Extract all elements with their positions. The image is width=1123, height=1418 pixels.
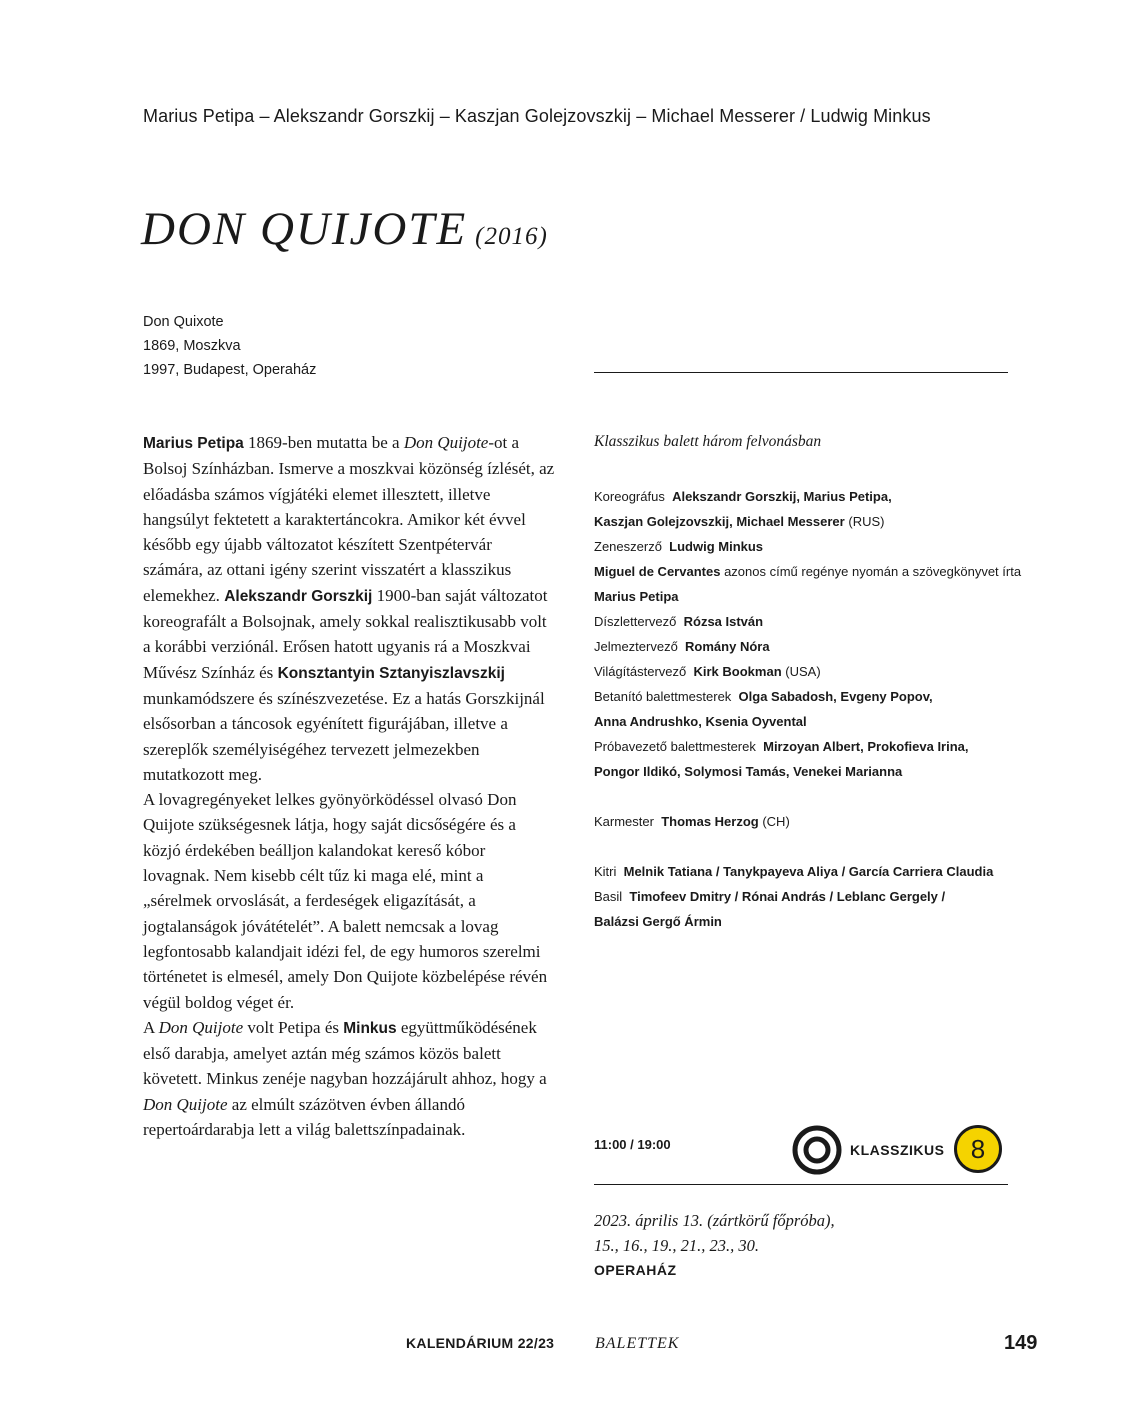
divider <box>594 1184 1008 1185</box>
credit-conductor: Karmester Thomas Herzog (CH) <box>594 814 790 829</box>
series-label: KLASSZIKUS <box>850 1142 945 1158</box>
header-credits: Marius Petipa – Alekszandr Gorszkij – Kaszjan Golejzovszkij – Michael Messerer / Ludwig Minkus <box>143 106 931 126</box>
show-times: 11:00 / 19:00 <box>594 1137 671 1152</box>
credit-libretto: Miguel de Cervantes azonos című regénye nyomán a szövegkönyvet írta <box>594 564 1022 579</box>
genre: Klasszikus balett három felvonásban <box>594 433 822 450</box>
world-premiere: 1869, Moszkva <box>143 338 241 354</box>
credit-set-designer: Díszlettervező Rózsa István <box>594 614 764 629</box>
credit-composer: Zeneszerző Ludwig Minkus <box>594 539 764 554</box>
credit-rehearsal-masters-cont: Pongor Ildikó, Solymosi Tamás, Venekei Marianna <box>594 764 903 779</box>
credits-list <box>594 484 1024 934</box>
credit-choreographer: Koreográfus Alekszandr Gorszkij, Marius Petipa, <box>594 489 892 504</box>
cast-kitri: Kitri Melnik Tatiana / Tanykpayeva Aliya / García Carriera Claudia <box>594 864 994 879</box>
footer-section: BALETTEK <box>595 1335 680 1352</box>
page-number: 149 <box>1004 1332 1038 1354</box>
credit-lighting-designer: Világítástervező Kirk Bookman (USA) <box>594 664 821 679</box>
divider <box>594 372 1008 373</box>
title-block <box>141 202 548 256</box>
credit-choreographer-cont: Kaszjan Golejzovszkij, Michael Messerer (RUS) <box>594 514 885 529</box>
premiere-info <box>143 310 316 382</box>
credit-ballet-masters-cont: Anna Andrushko, Ksenia Oyvental <box>594 714 807 729</box>
page-title: DON QUIJOTE <box>141 203 468 255</box>
original-title: Don Quixote <box>143 314 224 330</box>
credit-rehearsal-masters: Próbavezető balettmesterek Mirzoyan Albert, Prokofieva Irina, <box>594 739 969 754</box>
credit-libretto-writer: Marius Petipa <box>594 589 679 604</box>
title-year: (2016) <box>475 223 548 250</box>
cast-basil: Basil Timofeev Dmitry / Rónai András / Leblanc Gergely / <box>594 889 946 904</box>
venue: OPERAHÁZ <box>594 1262 677 1278</box>
paragraph: A Don Quijote volt Petipa és Minkus együttműködésének első darabja, amelyet aztán még számos közös balett követett. Minkus zenéje nagyban hozzájárult ahhoz, hogy a Don Quijote az elmúlt százötven évben állandó repertoárdarabja lett a világ balettszínpadainak. <box>143 1017 547 1140</box>
description-text <box>143 430 555 1142</box>
paragraph: Marius Petipa 1869-ben mutatta be a Don Quijote-ot a Bolsoj Színházban. Ismerve a moszkvai közönség ízlését, az előadásba számos vígjátéki elemet illesztett, illetve hangsúlyt fektetett a karaktertáncokra. Amikor két évvel később egy újabb változatot készített Szentpétervár számára, az ottani igény szerint visszatért a klasszikus elemekhez. Alekszandr Gorszkij 1900-ban saját változatot koreografált a Bolsojnak, amely sokkal realisztikusabb volt a korábbi verziónál. Erősen hatott ugyanis rá a Moszkvai Művész Színház és Konsztantyin Sztanyiszlavszkij munkamódszere és színészvezetése. Ez a hatás Gorszkijnál elsősorban a táncosok egyénített figurájában, illetve a szereplők személyiségéhez tervezett jelmezekben mutatkozott meg. <box>143 433 555 784</box>
credit-ballet-masters: Betanító balettmesterek Olga Sabadosh, Evgeny Popov, <box>594 689 933 704</box>
target-icon <box>792 1125 842 1175</box>
series-number-badge: 8 <box>954 1125 1002 1173</box>
footer-publication: KALENDÁRIUM 22/23 <box>406 1335 555 1351</box>
paragraph: A lovagregényeket lelkes gyönyörködéssel olvasó Don Quijote szükségesnek látja, hogy saját dicsőségére és a közjó érdekében beálljon kalandokat kereső kóbor lovagnak. Nem kisebb célt tűz ki maga elé, mint a „sérelmek orvoslását, a ferdeségek eligazítását, a jogtalanságok jóvátételét”. A balett nemcsak a lovag legfontosabb kalandjait idézi fel, de egy humoros szerelmi történetet is elmesél, amely Don Quijote közbelépése révén végül boldog véget ér. <box>143 790 548 1012</box>
cast-basil-cont: Balázsi Gergő Ármin <box>594 914 722 929</box>
credit-costume-designer: Jelmeztervező Romány Nóra <box>594 639 770 654</box>
performance-dates: 2023. április 13. (zártkörű főpróba), 15., 16., 19., 21., 23., 30. <box>594 1211 835 1255</box>
local-premiere: 1997, Budapest, Operaház <box>143 362 317 378</box>
